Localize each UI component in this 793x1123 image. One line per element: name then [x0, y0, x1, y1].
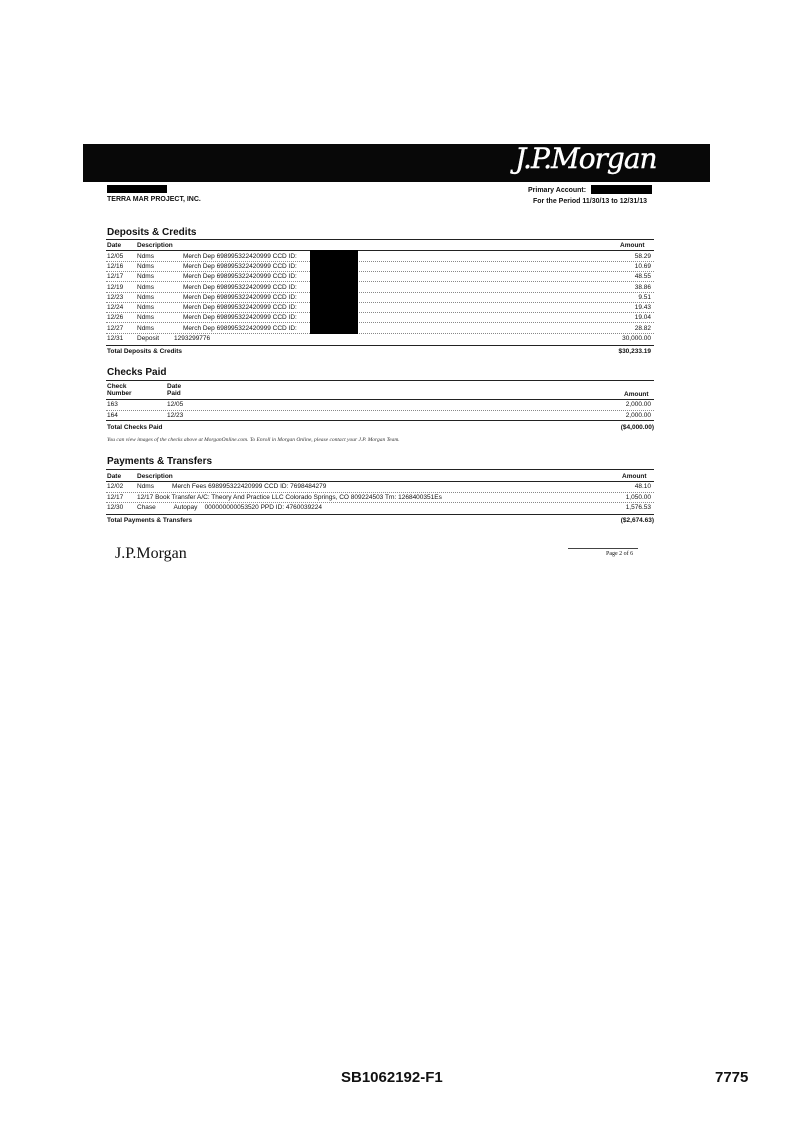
col-amount: Amount: [622, 473, 647, 480]
col-date: Date: [107, 473, 122, 480]
table-row-source: Ndms: [137, 325, 154, 332]
divider: [106, 420, 654, 421]
table-row-amount: 2,000.00: [625, 401, 651, 408]
checks-total-label: Total Checks Paid: [107, 424, 163, 431]
table-row-check-number: 164: [107, 412, 118, 419]
table-row-amount: 2,000.00: [625, 412, 651, 419]
table-row-date: 12/30: [107, 504, 124, 511]
table-row-amount: 19.43: [634, 304, 651, 311]
table-row-source: Ndms: [137, 263, 154, 270]
table-row-amount: 58.29: [634, 253, 651, 260]
payments-total-label: Total Payments & Transfers: [107, 517, 193, 524]
jpmorgan-logo: J.P.Morgan: [515, 142, 657, 175]
table-row-source: Ndms: [137, 304, 154, 311]
divider: [106, 239, 654, 240]
table-row-source: Ndms: [137, 314, 154, 321]
table-row-description: Merch Dep 698995322420999 CCD ID:: [183, 273, 297, 280]
col-amount: Amount: [620, 242, 645, 249]
table-row-date: 12/31: [107, 335, 124, 342]
col-date: Date: [107, 242, 122, 249]
table-row-date: 12/17: [107, 273, 124, 280]
deposits-total-label: Total Deposits & Credits: [107, 348, 183, 355]
primary-account-label: Primary Account:: [528, 187, 587, 194]
table-row-amount: 48.10: [634, 483, 651, 490]
table-row-description: Ndms Merch Fees 698995322420999 CCD ID: 7698484279: [137, 483, 327, 490]
table-row-description: Merch Dep 698995322420999 CCD ID:: [183, 284, 297, 291]
table-row-description: 12/17 Book Transfer A/C: Theory And Practice LLC Colorado Springs, CO 809224503 Trn: 1268400351Es: [137, 494, 442, 501]
table-row-description: Merch Dep 698995322420999 CCD ID:: [183, 253, 297, 260]
table-row-source: Ndms: [137, 273, 154, 280]
deposits-total-value: $30,233.19: [618, 348, 651, 355]
divider: [106, 345, 654, 346]
table-row-description: Chase Autopay 000000000053520 PPD ID: 4760039224: [137, 504, 323, 511]
table-row-description: Merch Dep 698995322420999 CCD ID:: [183, 325, 297, 332]
divider: [106, 399, 654, 400]
table-row-date: 12/24: [107, 304, 124, 311]
table-row-amount: 1,576.53: [625, 504, 651, 511]
redaction-block: [591, 185, 652, 194]
table-row-date: 12/05: [167, 401, 184, 408]
divider: [106, 514, 654, 515]
table-row-source: Ndms: [137, 253, 154, 260]
payments-title: Payments & Transfers: [107, 456, 213, 467]
table-row-date: 12/26: [107, 314, 124, 321]
deposits-title: Deposits & Credits: [107, 227, 197, 238]
divider: [106, 380, 654, 381]
table-row-amount: 30,000.00: [622, 335, 651, 342]
table-row-description: Merch Dep 698995322420999 CCD ID:: [183, 294, 297, 301]
table-row-date: 12/23: [107, 294, 124, 301]
table-row-description: Merch Dep 698995322420999 CCD ID:: [183, 314, 297, 321]
col-description: Description: [137, 242, 173, 249]
footer-logo: J.P.Morgan: [115, 545, 187, 562]
col-description: Description: [137, 473, 173, 480]
table-row-amount: 48.55: [634, 273, 651, 280]
col-check-number: Check: [107, 383, 127, 390]
company-name: TERRA MAR PROJECT, INC.: [107, 196, 201, 203]
checks-total-value: ($4,000.00): [620, 424, 654, 431]
table-row-amount: 38.86: [634, 284, 651, 291]
col-amount: Amount: [624, 391, 649, 398]
statement-period: For the Period 11/30/13 to 12/31/13: [533, 198, 647, 205]
col-date-paid: Date: [167, 383, 182, 390]
checks-note: You can view images of the checks above at MorganOnline.com. To Enroll in Morgan Online, please contact your J.P. Morgan Team.: [107, 437, 400, 443]
table-row-description: Merch Dep 698995322420999 CCD ID:: [183, 263, 297, 270]
table-row-date: 12/19: [107, 284, 124, 291]
table-row-amount: 19.04: [634, 314, 651, 321]
table-row-source: Ndms: [137, 284, 154, 291]
redaction-block: [107, 185, 167, 193]
table-row-amount: 10.69: [634, 263, 651, 270]
table-row-date: 12/05: [107, 253, 124, 260]
table-row-amount: 9.51: [638, 294, 651, 301]
divider: [106, 250, 654, 251]
document-id: SB1062192-F1: [341, 1069, 443, 1086]
document-number: 7775: [715, 1069, 749, 1086]
table-row-date: 12/17: [107, 494, 124, 501]
payments-total-value: ($2,674.63): [620, 517, 654, 524]
table-row-amount: 28.82: [634, 325, 651, 332]
table-row-source: Ndms: [137, 294, 154, 301]
divider: [568, 548, 638, 549]
table-row-date: 12/23: [167, 412, 184, 419]
redaction-block: [310, 250, 358, 334]
table-row-description: Merch Dep 698995322420999 CCD ID:: [183, 304, 297, 311]
divider: [106, 481, 654, 482]
table-row-date: 12/16: [107, 263, 124, 270]
col-check-number: Number: [107, 390, 132, 397]
table-row-amount: 1,050.00: [625, 494, 651, 501]
checks-title: Checks Paid: [107, 367, 167, 378]
table-row-date: 12/02: [107, 483, 124, 490]
divider: [106, 469, 654, 470]
col-date-paid: Paid: [167, 390, 181, 397]
page-number: Page 2 of 6: [606, 551, 634, 557]
table-row-source: Deposit: [137, 335, 160, 342]
table-row-description: 1293299776: [174, 335, 211, 342]
table-row-date: 12/27: [107, 325, 124, 332]
table-row-check-number: 163: [107, 401, 118, 408]
